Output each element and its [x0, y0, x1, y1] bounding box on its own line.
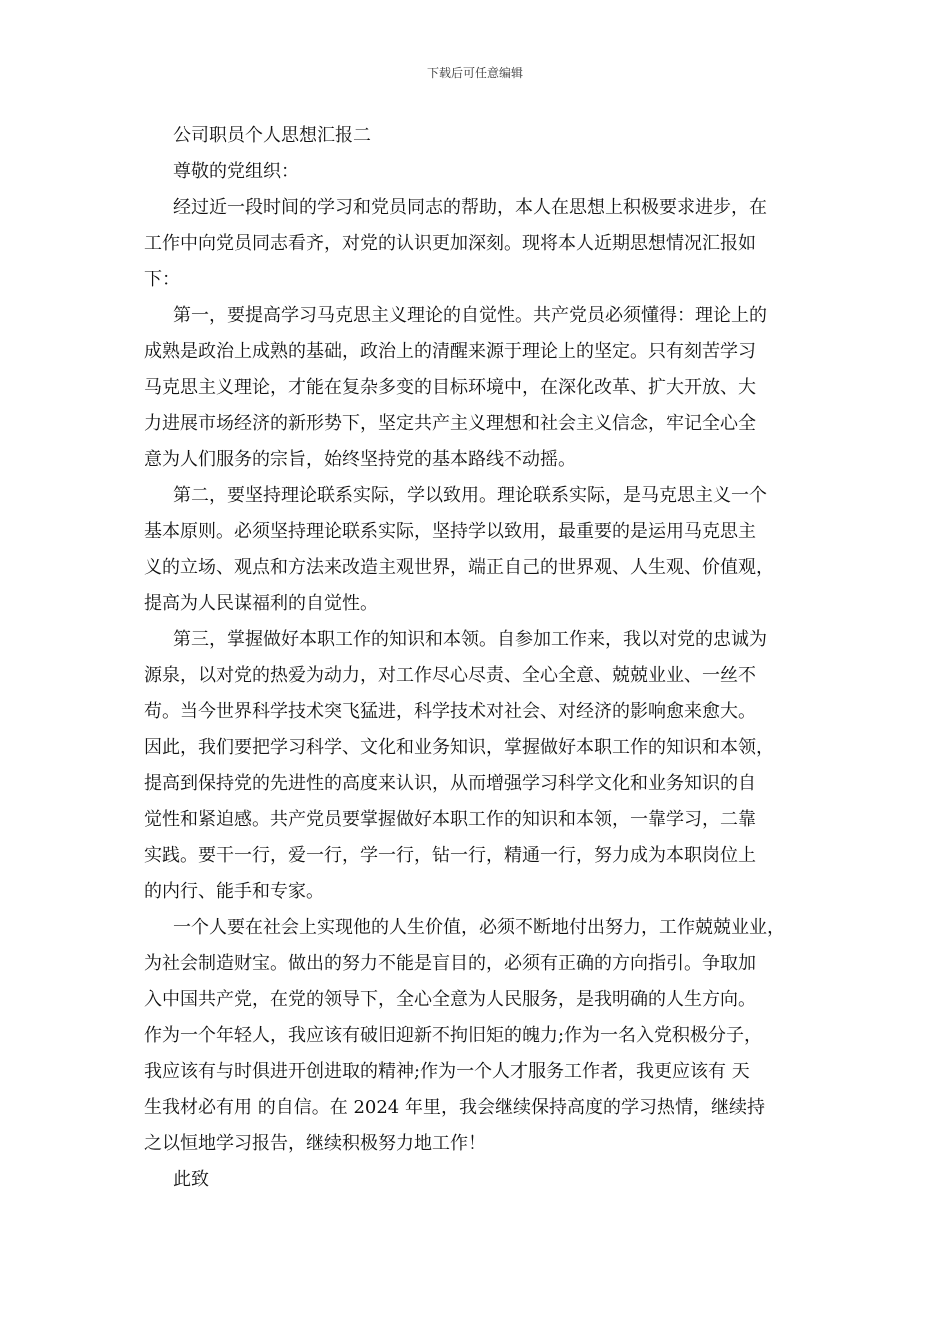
paragraph-intro: [144, 190, 820, 298]
paragraph-line: 源泉，以对党的热爱为动力，对工作尽心尽责、全心全意、兢兢业业、一丝不: [144, 665, 756, 686]
document-title: 公司职员个人思想汇报二: [173, 125, 371, 146]
page-header: 下载后可任意编辑: [426, 66, 523, 80]
paragraph-line: 意为人们服务的宗旨，始终坚持党的基本路线不动摇。: [144, 449, 576, 470]
paragraph-line: 提高到保持党的先进性的高度来认识，从而增强学习科学文化和业务知识的自: [144, 773, 756, 794]
paragraph-line: 提高为人民谋福利的自觉性。: [144, 593, 378, 614]
paragraph-line: 之以恒地学习报告，继续积极努力地工作！: [144, 1133, 486, 1154]
paragraph-line: 苟。当今世界科学技术突飞猛进，科学技术对社会、对经济的影响愈来愈大。: [144, 701, 756, 722]
paragraph-line: 觉性和紧迫感。共产党员要掌握做好本职工作的知识和本领，一靠学习，二靠: [144, 809, 756, 830]
paragraph-first-point: [144, 298, 820, 478]
paragraph-line: 一个人要在社会上实现他的人生价值，必须不断地付出努力，工作兢兢业业，: [173, 917, 785, 938]
paragraph-line: 的内行、能手和专家。: [144, 881, 324, 902]
paragraph-third-point: [144, 622, 820, 910]
paragraph-line: 基本原则。必须坚持理论联系实际，坚持学以致用，最重要的是运用马克思主: [144, 521, 756, 542]
paragraph-line: 义的立场、观点和方法来改造主观世界，端正自己的世界观、人生观、价值观，: [144, 557, 774, 578]
paragraph-line: 马克思主义理论，才能在复杂多变的目标环境中，在深化改革、扩大开放、大: [144, 377, 756, 398]
paragraph-line: 实践。要干一行，爱一行，学一行，钻一行，精通一行，努力成为本职岗位上: [144, 845, 756, 866]
paragraph-conclusion: [144, 910, 820, 1162]
paragraph-line: 我应该有与时俱进开创进取的精神;作为一个人才服务工作者，我更应该有 天: [144, 1061, 750, 1082]
salutation: 尊敬的党组织：: [173, 161, 299, 182]
paragraph-line: 成熟是政治上成熟的基础，政治上的清醒来源于理论上的坚定。只有刻苦学习: [144, 341, 756, 362]
paragraph-line: 作为一个年轻人，我应该有破旧迎新不拘旧矩的魄力;作为一名入党积极分子，: [144, 1025, 763, 1046]
paragraph-line: 力进展市场经济的新形势下，坚定共产主义理想和社会主义信念，牢记全心全: [144, 413, 756, 434]
paragraph-line: 下：: [144, 269, 180, 290]
paragraph-line: 为社会制造财宝。做出的努力不能是盲目的，必须有正确的方向指引。争取加: [144, 953, 756, 974]
paragraph-line: 入中国共产党，在党的领导下，全心全意为人民服务，是我明确的人生方向。: [144, 989, 756, 1010]
paragraph-second-point: [144, 478, 820, 622]
paragraph-line: 生我材必有用 的自信。在 2024 年里，我会继续保持高度的学习热情，继续持: [144, 1097, 765, 1118]
closing-phrase: 此致: [173, 1169, 209, 1190]
paragraph-line: 第三，掌握做好本职工作的知识和本领。自参加工作来，我以对党的忠诚为: [173, 629, 767, 650]
paragraph-line: 第二，要坚持理论联系实际，学以致用。理论联系实际，是马克思主义一个: [173, 485, 767, 506]
paragraph-line: 经过近一段时间的学习和党员同志的帮助，本人在思想上积极要求进步，在: [173, 197, 767, 218]
document-body: [144, 118, 820, 1198]
paragraph-line: 工作中向党员同志看齐，对党的认识更加深刻。现将本人近期思想情况汇报如: [144, 233, 756, 254]
paragraph-line: 因此，我们要把学习科学、文化和业务知识，掌握做好本职工作的知识和本领，: [144, 737, 774, 758]
paragraph-line: 第一，要提高学习马克思主义理论的自觉性。共产党员必须懂得：理论上的: [173, 305, 767, 326]
